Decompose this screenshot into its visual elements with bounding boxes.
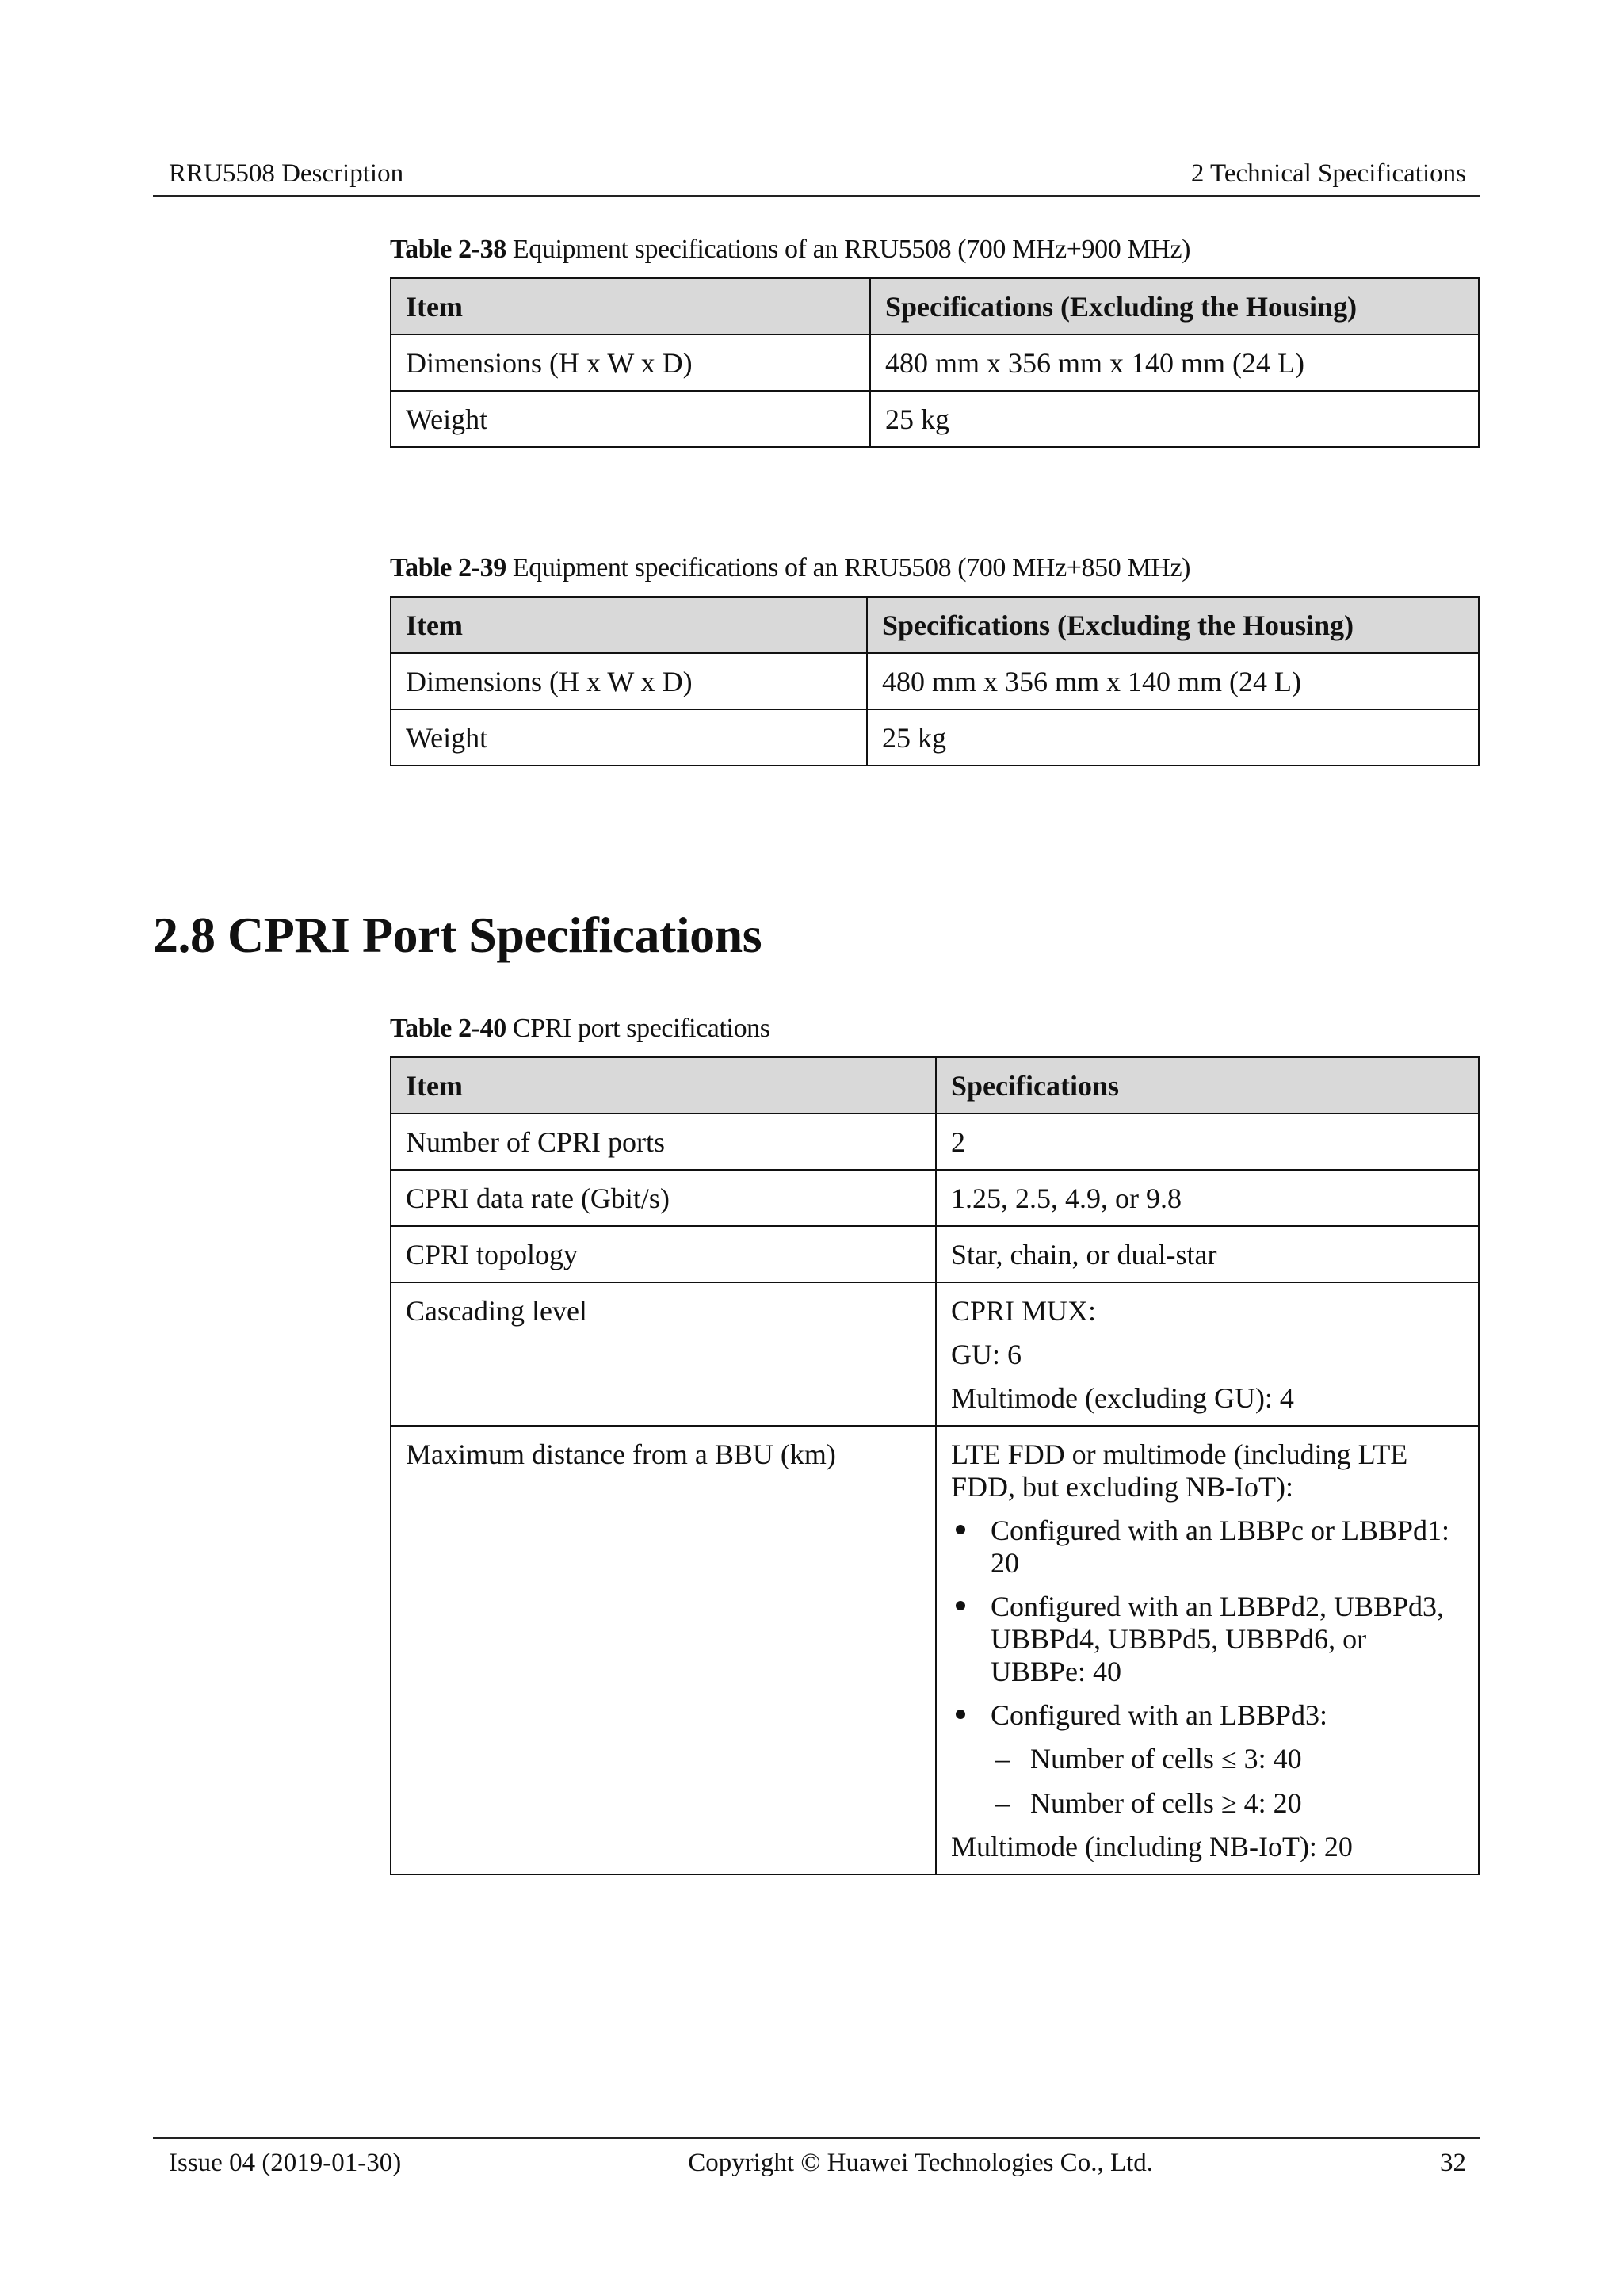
- table-header-row: [391, 597, 1479, 653]
- table-header-row: [391, 1057, 1479, 1114]
- header-doc-title: RRU5508 Description: [169, 159, 404, 188]
- table-row: [391, 653, 1479, 709]
- table-row: [391, 709, 1479, 766]
- column-header-item: Item: [391, 1057, 936, 1114]
- table-row: [391, 1226, 1479, 1282]
- table-title: Equipment specifications of an RRU5508 (700 MHz+900 MHz): [506, 235, 1191, 264]
- table-number: Table 2-39: [390, 553, 506, 583]
- table-title: Equipment specifications of an RRU5508 (700 MHz+850 MHz): [506, 553, 1191, 583]
- column-header-item: Item: [391, 278, 870, 334]
- cell-item: CPRI data rate (Gbit/s): [391, 1170, 936, 1226]
- table-row: [391, 1426, 1479, 1874]
- bullet-icon: [956, 1710, 965, 1719]
- table-2-39: [390, 596, 1480, 766]
- list-item: [951, 1699, 1464, 1819]
- list-item: [951, 1515, 1464, 1580]
- bullet-list: [951, 1515, 1464, 1819]
- cell-item: Dimensions (H x W x D): [391, 653, 867, 709]
- cell-item: CPRI topology: [391, 1226, 936, 1282]
- list-item: [951, 1591, 1464, 1688]
- list-item-text: Configured with an LBBPd2, UBBPd3, UBBPd4, UBBPd5, UBBPd6, or UBBPe: 40: [991, 1591, 1445, 1688]
- cell-item: Maximum distance from a BBU (km): [391, 1426, 936, 1874]
- cell-spec: Star, chain, or dual-star: [936, 1226, 1479, 1282]
- table-caption-2-40: [390, 1015, 770, 1042]
- table-row: [391, 1282, 1479, 1426]
- table-caption-2-38: [390, 236, 1190, 263]
- header-chapter: 2 Technical Specifications: [1190, 159, 1466, 188]
- column-header-spec: Specifications: [936, 1057, 1479, 1114]
- bullet-icon: [956, 1601, 965, 1610]
- cell-line: Multimode (including NB-IoT): 20: [951, 1830, 1353, 1862]
- page-footer: [153, 2137, 1480, 2176]
- table-row: [391, 1170, 1479, 1226]
- cell-spec: 2: [936, 1114, 1479, 1170]
- sub-list-item-text: Number of cells ≤ 3: 40: [1030, 1743, 1302, 1775]
- cell-item: Weight: [391, 391, 870, 447]
- table-row: [391, 1114, 1479, 1170]
- list-item-text: Configured with an LBBPd3:: [991, 1699, 1327, 1732]
- cell-item: Weight: [391, 709, 867, 766]
- cell-line: Multimode (excluding GU): 4: [951, 1382, 1294, 1415]
- sub-list-item: [991, 1743, 1464, 1775]
- table-row: [391, 334, 1479, 391]
- page-number: 32: [1440, 2149, 1466, 2177]
- cell-spec: 1.25, 2.5, 4.9, or 9.8: [936, 1170, 1479, 1226]
- column-header-spec: Specifications (Excluding the Housing): [870, 278, 1479, 334]
- page-header: [153, 161, 1480, 197]
- cell-line: GU: 6: [951, 1339, 1022, 1371]
- table-row: [391, 391, 1479, 447]
- cell-spec: 480 mm x 356 mm x 140 mm (24 L): [870, 334, 1479, 391]
- table-number: Table 2-40: [390, 1014, 506, 1043]
- table-2-38: [390, 277, 1480, 448]
- column-header-item: Item: [391, 597, 867, 653]
- cell-item: Dimensions (H x W x D): [391, 334, 870, 391]
- section-heading: 2.8 CPRI Port Specifications: [153, 907, 762, 963]
- cell-item: Number of CPRI ports: [391, 1114, 936, 1170]
- table-number: Table 2-38: [390, 235, 506, 264]
- column-header-spec: Specifications (Excluding the Housing): [867, 597, 1479, 653]
- cell-spec: 480 mm x 356 mm x 140 mm (24 L): [867, 653, 1479, 709]
- cell-spec: 25 kg: [867, 709, 1479, 766]
- cell-item: Cascading level: [391, 1282, 936, 1426]
- sub-list-item-text: Number of cells ≥ 4: 20: [1030, 1786, 1302, 1819]
- bullet-icon: [956, 1525, 965, 1534]
- cell-line: CPRI MUX:: [951, 1295, 1097, 1328]
- sub-list-item: [991, 1787, 1464, 1820]
- cell-line: LTE FDD or multimode (including LTE FDD, but excluding NB-IoT):: [951, 1438, 1408, 1503]
- sub-list: [991, 1743, 1464, 1819]
- footer-issue: Issue 04 (2019-01-30): [169, 2149, 402, 2177]
- table-title: CPRI port specifications: [506, 1014, 770, 1043]
- cell-spec: [936, 1426, 1479, 1874]
- list-item-text: Configured with an LBBPc or LBBPd1: 20: [991, 1515, 1449, 1580]
- dash-icon: –: [995, 1743, 1010, 1775]
- cell-spec: [936, 1282, 1479, 1426]
- cell-spec: 25 kg: [870, 391, 1479, 447]
- table-2-40: [390, 1056, 1480, 1875]
- dash-icon: –: [995, 1786, 1010, 1819]
- table-caption-2-39: [390, 555, 1190, 582]
- footer-copyright: Copyright © Huawei Technologies Co., Ltd.: [688, 2149, 1154, 2177]
- table-header-row: [391, 278, 1479, 334]
